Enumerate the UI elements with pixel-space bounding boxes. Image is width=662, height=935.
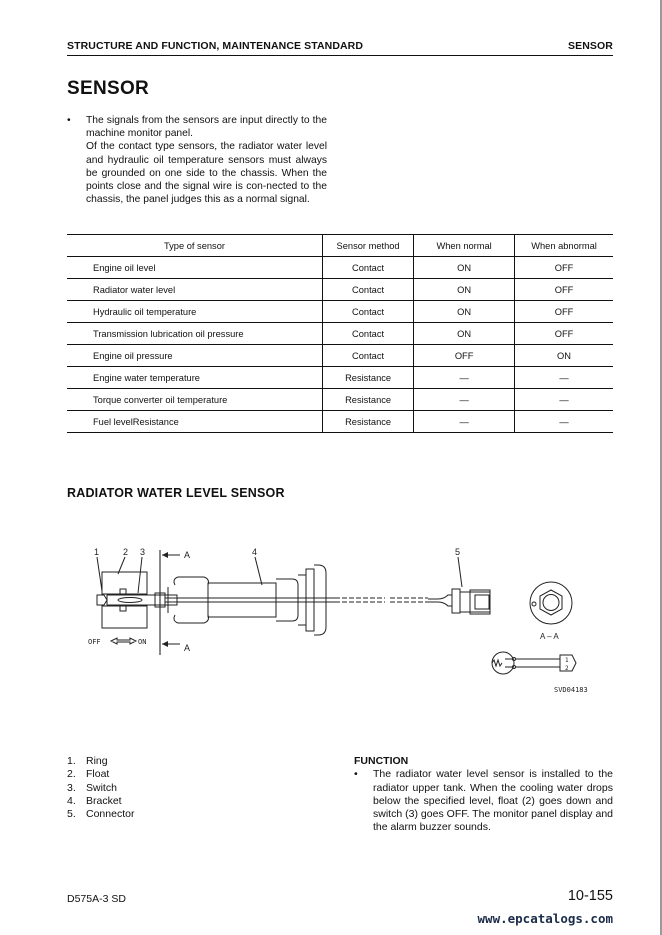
figure-id: SVD04183 <box>554 686 588 694</box>
cell-sensor-type: Fuel levelResistance <box>67 411 322 433</box>
table-row <box>67 279 613 301</box>
part-number: 4. <box>67 794 76 807</box>
callout-2: 2 <box>123 547 129 557</box>
page-title: SENSOR <box>67 78 150 99</box>
section-mark-top: A <box>184 550 191 560</box>
bullet-icon: • <box>354 768 358 781</box>
part-name: Connector <box>86 808 135 821</box>
cell-sensor-method: Contact <box>322 301 413 323</box>
cell-when-normal: OFF <box>414 345 515 367</box>
table-row <box>67 301 613 323</box>
cell-sensor-method: Contact <box>322 279 413 301</box>
cell-sensor-type: Engine water temperature <box>67 367 322 389</box>
table-row <box>67 389 613 411</box>
cell-sensor-method: Resistance <box>322 389 413 411</box>
part-number: 3. <box>67 781 76 794</box>
cell-when-normal: — <box>414 411 515 433</box>
function-bullet <box>354 768 613 834</box>
part-name: Bracket <box>86 794 122 807</box>
footer-model: D575A-3 SD <box>67 893 126 905</box>
pin-1-label: 1 <box>565 657 569 664</box>
table-row <box>67 257 613 279</box>
part-name: Float <box>86 768 110 781</box>
table-header-row <box>67 235 613 257</box>
cell-sensor-type: Radiator water level <box>67 279 322 301</box>
switch-on-label: ON <box>138 638 147 646</box>
table-row <box>67 411 613 433</box>
table-row <box>67 323 613 345</box>
cell-when-abnormal: — <box>515 389 613 411</box>
list-item <box>67 768 134 781</box>
cell-when-abnormal: OFF <box>515 301 613 323</box>
bullet-icon: • <box>67 115 71 126</box>
list-item <box>67 755 134 768</box>
cell-sensor-method: Resistance <box>322 411 413 433</box>
cell-when-abnormal: OFF <box>515 323 613 345</box>
list-item <box>67 782 134 795</box>
cell-when-abnormal: OFF <box>515 279 613 301</box>
column-header: Type of sensor <box>67 235 322 257</box>
cell-sensor-type: Engine oil pressure <box>67 345 322 367</box>
intro-bullet-block <box>67 114 327 206</box>
function-text: The radiator water level sensor is installed to the radiator upper tank. When the cooling water drops below the specified level, float (2) goes down and switch (3) goes OFF. The monitor panel display and the alarm buzzer sounds. <box>373 768 613 834</box>
cell-when-abnormal: ON <box>515 345 613 367</box>
intro-paragraph-1: The signals from the sensors are input directly to the machine monitor panel. <box>86 115 327 140</box>
function-section <box>354 755 613 835</box>
intro-paragraph-2: Of the contact type sensors, the radiator water level and hydraulic oil temperature sensors must always be grounded on one side to the chassis. When the points close and the signal wire is con-nected to the chassis, the panel judges this as a normal signal. <box>86 141 327 206</box>
callout-4: 4 <box>252 547 258 557</box>
cell-when-abnormal: — <box>515 367 613 389</box>
header-section: STRUCTURE AND FUNCTION, MAINTENANCE STANDARD <box>67 40 364 52</box>
part-name: Ring <box>86 755 108 767</box>
parts-list <box>67 755 134 821</box>
pin-2-label: 2 <box>565 665 569 672</box>
part-name: Switch <box>86 781 117 794</box>
sensor-table <box>67 234 613 433</box>
column-header: When normal <box>414 235 515 257</box>
cell-sensor-method: Contact <box>322 345 413 367</box>
sensor-drawing <box>80 545 620 705</box>
cell-sensor-type: Torque converter oil temperature <box>67 389 322 411</box>
cell-when-normal: — <box>414 367 515 389</box>
part-number: 2. <box>67 768 76 781</box>
function-heading: FUNCTION <box>354 755 409 767</box>
table-row <box>67 367 613 389</box>
cell-sensor-type: Engine oil level <box>67 257 322 279</box>
cell-sensor-type: Transmission lubrication oil pressure <box>67 323 322 345</box>
callout-5: 5 <box>455 547 461 557</box>
page-number: 10-155 <box>567 888 613 904</box>
cell-sensor-method: Contact <box>322 257 413 279</box>
cell-when-abnormal: — <box>515 411 613 433</box>
cell-when-normal: — <box>414 389 515 411</box>
cell-when-normal: ON <box>414 301 515 323</box>
switch-off-label: OFF <box>88 638 101 646</box>
subsection-title: RADIATOR WATER LEVEL SENSOR <box>67 486 285 500</box>
watermark-link[interactable]: www.epcatalogs.com <box>477 911 613 926</box>
section-view-label: A – A <box>540 632 559 641</box>
part-number: 5. <box>67 808 76 821</box>
table-row <box>67 345 613 367</box>
cell-when-normal: ON <box>414 323 515 345</box>
list-item <box>67 808 134 821</box>
page-header <box>67 38 613 56</box>
cell-when-abnormal: OFF <box>515 257 613 279</box>
section-mark-bottom: A <box>184 643 191 653</box>
list-item <box>67 795 134 808</box>
cell-sensor-method: Contact <box>322 323 413 345</box>
column-header: Sensor method <box>322 235 413 257</box>
cell-when-normal: ON <box>414 257 515 279</box>
column-header: When abnormal <box>515 235 613 257</box>
cell-sensor-type: Hydraulic oil temperature <box>67 301 322 323</box>
header-topic: SENSOR <box>568 40 613 52</box>
part-number: 1. <box>67 755 76 767</box>
sensor-diagram <box>80 545 620 705</box>
callout-3: 3 <box>140 547 146 557</box>
cell-when-normal: ON <box>414 279 515 301</box>
cell-sensor-method: Resistance <box>322 367 413 389</box>
callout-1: 1 <box>94 547 100 557</box>
